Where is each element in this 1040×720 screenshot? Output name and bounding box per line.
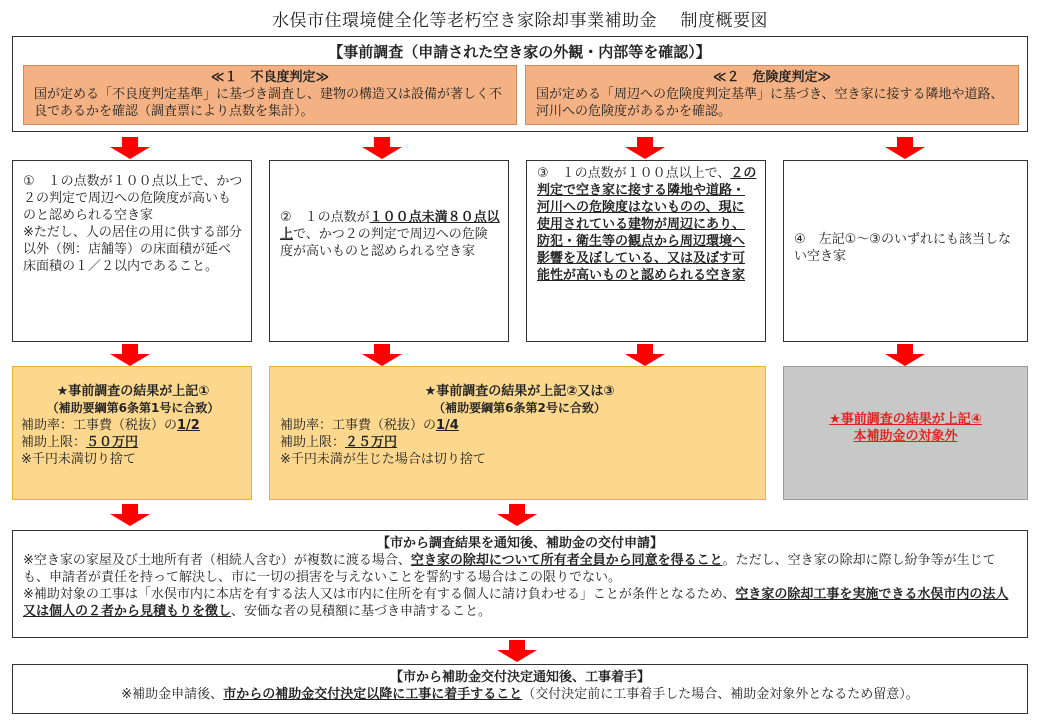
category-2-text-a: ② １の点数が	[280, 210, 370, 225]
application-note-2-emphasis: 空き家の除却工事を実施できる水俣市内の法人又は個人の２者から見積もりを徴し	[23, 587, 1009, 619]
application-note-2	[23, 586, 1017, 620]
construction-start-note	[23, 686, 1017, 703]
result-2-limit: ２５万円	[345, 435, 398, 450]
category-2-text-c: で、かつ２の判定で周辺への危険度が高いものと認められる空き家	[280, 227, 488, 259]
arrow-down	[110, 344, 150, 366]
construction-start-box	[12, 664, 1028, 714]
result-1-rate-label: 補助率：工事費（税抜）の	[21, 418, 178, 433]
category-4-text: ④ 左記①～③のいずれにも該当しない空き家	[794, 232, 1011, 264]
pre-survey-box	[12, 36, 1028, 132]
result-2-rate-label: 補助率：工事費（税抜）の	[280, 418, 437, 433]
result-3-excluded: 本補助金の対象外	[853, 429, 958, 444]
construction-start-header: 【市から補助金交付決定通知後、工事着手】	[389, 670, 650, 685]
application-note-1-c: 。ただし、空き家の除却に際し紛争等が生じても、申請者が責任を持って解決し、市に一切の損害を与えないことを誓約する場合はこの限りでない。	[23, 553, 996, 585]
result-2-box	[269, 366, 766, 500]
result-2-limit-line	[280, 434, 759, 451]
category-3-condition: ２の判定で空き家に接する隣地や道路・河川への危険度はないものの、現に使用されている建物が周辺にあり、防犯・衛生等の観点から周辺環境へ影響を及ぼしている、又は及ぼす可能性が高いものと認められる空き家	[537, 166, 757, 283]
judgement-1-title: ≪１ 不良度判定≫	[210, 70, 330, 85]
arrow-down	[362, 137, 402, 159]
result-2-note: ※千円未満が生じた場合は切り捨て	[280, 452, 486, 467]
result-1-rate-line	[21, 417, 245, 434]
application-note-2-a: ※補助対象の工事は「水俣市内に本店を有する法人又は市内に住所を有する個人に請け負わせる」ことが条件となるため、	[23, 587, 736, 602]
judgement-2-box	[525, 65, 1019, 125]
result-2-clause: （補助要綱第6条第2号に合致）	[433, 401, 606, 415]
result-2-limit-label: 補助上限：	[280, 435, 346, 450]
arrow-down	[362, 344, 402, 366]
result-1-clause: （補助要綱第6条第1号に合致）	[46, 401, 220, 415]
result-2-rate-line	[280, 417, 759, 434]
application-note-2-c: 、安価な者の見積額に基づき申請すること。	[231, 604, 492, 619]
result-3-box	[783, 366, 1028, 500]
application-note-1-emphasis: 空き家の除却について所有者全員から同意を得ること	[410, 553, 723, 568]
category-1-note: ※ただし、人の居住の用に供する部分以外（例：店舗等）の床面積が延べ床面積の１／２以内であること。	[23, 225, 242, 274]
result-2-title: ★事前調査の結果が上記②又は③	[424, 384, 615, 399]
result-3-title: ★事前調査の結果が上記④	[829, 412, 982, 427]
category-2-score-range: １００点未満８０点以上	[280, 210, 500, 242]
arrow-down	[497, 504, 537, 526]
arrow-down	[885, 137, 925, 159]
category-4-box	[783, 160, 1028, 342]
pre-survey-header: 【事前調査（申請された空き家の外観・内部等を確認）】	[328, 43, 711, 61]
category-1-text: ① １の点数が１００点以上で、かつ２の判定で周辺への危険度が高いものと認められる空き家	[23, 174, 243, 223]
application-note-1-a: ※空き家の家屋及び土地所有者（相続人含む）が複数に渡る場合、	[23, 553, 411, 568]
arrow-down	[625, 137, 665, 159]
category-2-box	[269, 160, 509, 342]
category-3-box	[526, 160, 766, 342]
arrow-down	[625, 344, 665, 366]
category-1-box	[12, 160, 252, 342]
result-2-rate: 1/4	[436, 418, 459, 433]
result-1-limit-label: 補助上限：	[21, 435, 87, 450]
application-note-1	[23, 552, 1017, 586]
judgement-1-box	[23, 65, 517, 125]
arrow-down	[110, 137, 150, 159]
application-box	[12, 530, 1028, 638]
judgement-2-title: ≪２ 危険度判定≫	[712, 70, 832, 85]
judgement-2-body: 国が定める「周辺への危険度判定基準」に基づき、空き家に接する隣地や道路、河川への危険度があるかを確認。	[536, 87, 1004, 119]
arrow-down	[885, 344, 925, 366]
result-1-box	[12, 366, 252, 500]
judgement-1-body: 国が定める「不良度判定基準」に基づき調査し、建物の構造又は設備が著しく不良であるかを確認（調査票により点数を集計）。	[34, 87, 503, 119]
arrow-down	[497, 640, 537, 662]
arrow-down	[110, 504, 150, 526]
construction-start-note-c: （交付決定前に工事着手した場合、補助金対象外となるため留意）。	[522, 687, 919, 702]
application-header: 【市から調査結果を通知後、補助金の交付申請】	[376, 536, 663, 551]
construction-start-emphasis: 市からの補助金交付決定以降に工事に着手すること	[223, 687, 523, 702]
page-title: 水俣市住環境健全化等老朽空き家除却事業補助金 制度概要図	[272, 11, 768, 31]
result-1-note: ※千円未満切り捨て	[21, 452, 136, 467]
construction-start-note-a: ※補助金申請後、	[121, 687, 224, 702]
result-1-limit-line	[21, 434, 245, 451]
category-3-text-a: ③ １の点数が１００点以上で、	[537, 166, 731, 181]
result-1-title: ★事前調査の結果が上記①	[56, 384, 210, 399]
result-1-rate: 1/2	[177, 418, 200, 433]
result-1-limit: ５０万円	[86, 435, 139, 450]
